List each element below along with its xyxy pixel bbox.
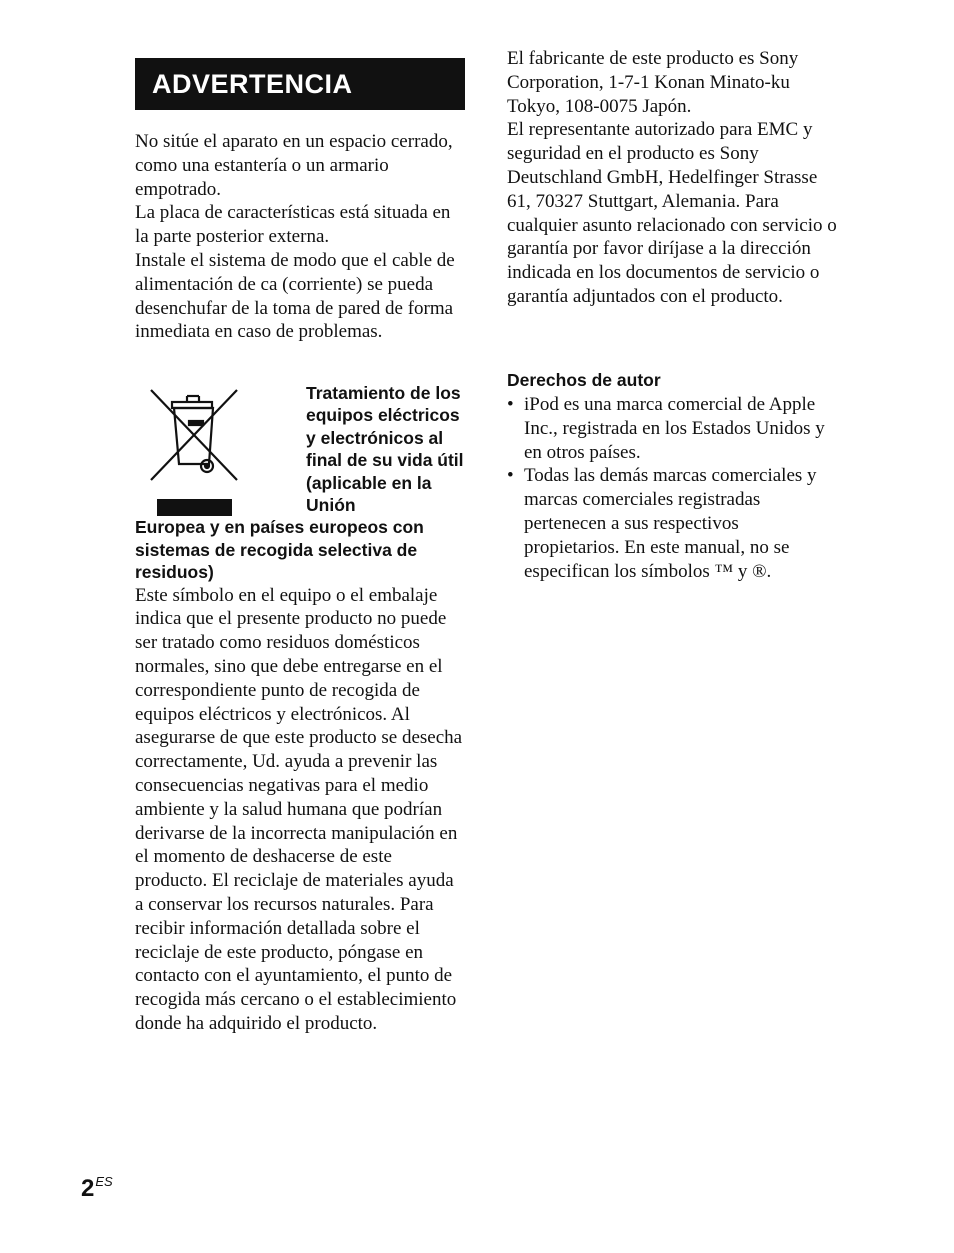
copyright-heading: Derechos de autor <box>507 370 661 390</box>
copyright-list <box>507 393 837 583</box>
intro-text <box>135 130 465 344</box>
page-language-suffix: ES <box>95 1174 113 1189</box>
page-number <box>81 1175 112 1203</box>
page-number-value: 2 <box>81 1175 95 1202</box>
weee-body-text: Este símbolo en el equipo o el embalaje indica que el presente producto no puede ser tratado como residuos domésticos normales, sino que debe entregarse en el correspondiente punto de recogida de equipos eléctricos y electrónicos. Al asegurarse de que este producto se desecha correctamente, Ud. ayuda a prevenir las consecuencias negativas para el medio ambiente y la salud humana que podrían derivarse de la incorrecta manipulación en el momento de deshacerse de este producto. El reciclaje de materiales ayuda a conservar los recursos naturales. Para recibir información detallada sobre el reciclaje de este producto, póngase en contacto con el ayuntamiento, el punto de recogida más cercano o el establecimiento donde ha adquirido el producto. <box>135 584 463 1034</box>
manufacturer-paragraph: El fabricante de este producto es Sony Corporation, 1-7-1 Konan Minato-ku Tokyo, 108-0075 Japón. <box>507 48 799 117</box>
manufacturer-info <box>507 47 837 309</box>
list-item <box>507 464 837 583</box>
crossed-out-wheelie-bin-icon <box>149 386 239 516</box>
weee-heading: Tratamiento de los equipos eléctricos y electrónicos al final de su vida útil (aplicable en la Unión <box>306 383 464 516</box>
bullet: • <box>507 465 514 487</box>
intro-paragraph: No sitúe el aparato en un espacio cerrado, como una estantería o un armario empotrado. <box>135 131 453 200</box>
list-item <box>507 393 837 464</box>
weee-heading-continued: Europea y en países europeos con sistemas de recogida selectiva de residuos) <box>135 517 424 583</box>
intro-paragraph: La placa de características está situada en la parte posterior externa. <box>135 202 451 248</box>
intro-paragraph: Instale el sistema de modo que el cable de alimentación de ca (corriente) se pueda desenchufar de la toma de pared de forma inmediata en caso de problemas. <box>135 249 455 343</box>
list-item-text: Todas las demás marcas comerciales y marcas comerciales registradas pertenecen a sus respectivos propietarios. En este manual, no se especifican los símbolos ™ y ®. <box>524 465 817 582</box>
bullet: • <box>507 394 514 415</box>
copyright-section <box>507 369 837 583</box>
section-title-banner: ADVERTENCIA <box>135 58 465 110</box>
representative-paragraph: El representante autorizado para EMC y seguridad en el producto es Sony Deutschland GmbH, Hedelfinger Strasse 61, 70327 Stuttgart, Alemania. Para cualquier asunto relacionado con servicio o garantía por favor diríjase a la dirección indicada en los documentos de servicio o garantía adjuntados con el producto. <box>507 119 837 307</box>
weee-section <box>135 382 465 1036</box>
list-item-text: iPod es una marca comercial de Apple Inc., registrada en los Estados Unidos y en otros países. <box>524 394 825 463</box>
